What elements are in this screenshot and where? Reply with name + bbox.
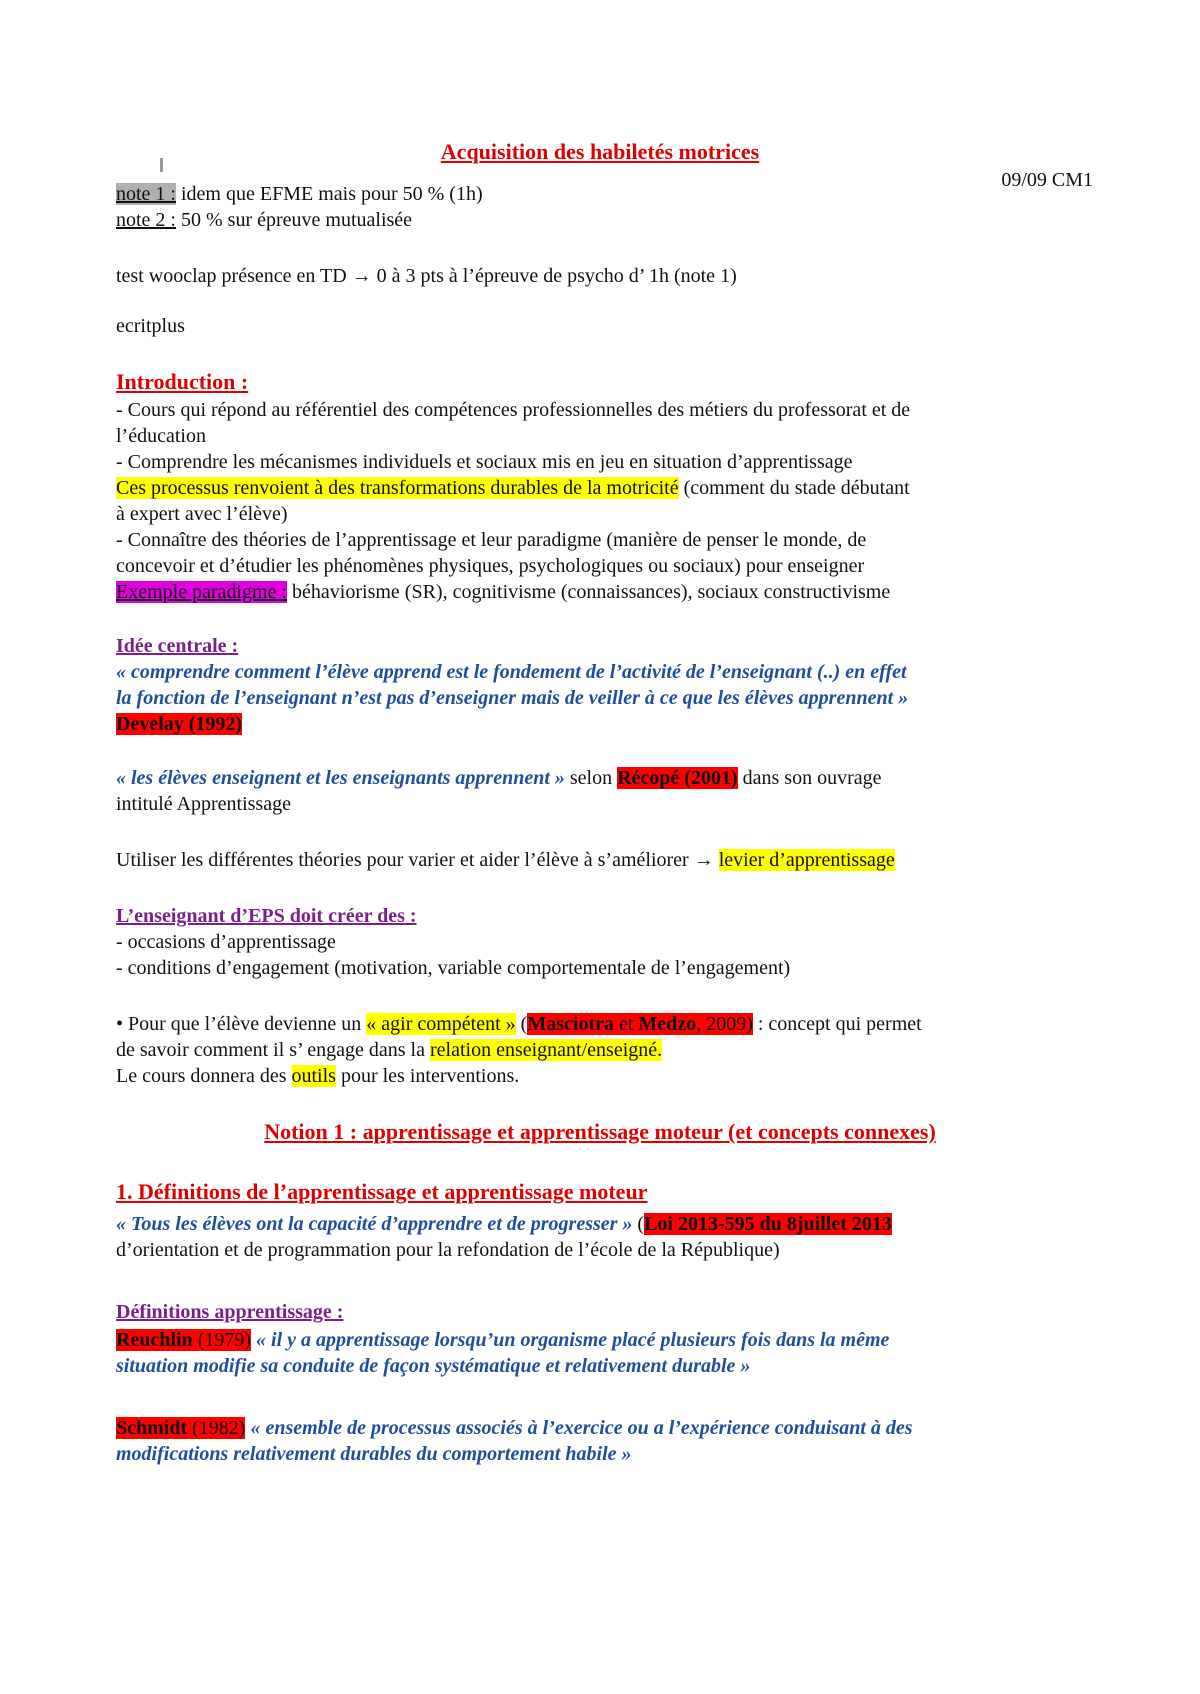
agir-b-pre: de savoir comment il s’ engage dans la [116, 1039, 430, 1061]
note-2 [116, 206, 412, 234]
reuchlin-quote-b: situation modifie sa conduite de façon systématique et relativement durable » [116, 1355, 751, 1377]
recope-selon: selon [564, 767, 618, 789]
schmidt-year: (1982) [187, 1417, 246, 1439]
agir-b-highlight: relation enseignant/enseigné. [429, 1039, 663, 1061]
edit-marker [160, 158, 163, 172]
schmidt-quote-a: « ensemble de processus associés à l’exercice ou a l’expérience conduisant à des [245, 1417, 913, 1439]
intro-line-4a: - Connaître des théories de l’apprentissage et leur paradigme (manière de penser le monde, de [116, 529, 867, 551]
reuchlin-line [116, 1326, 889, 1354]
defs-heading: Définitions apprentissage : [116, 1301, 344, 1323]
intro-line-3 [116, 474, 910, 502]
eps-item-2: - conditions d’engagement (motivation, variable comportementale de l’engagement) [116, 957, 791, 979]
idee-quote-b: la fonction de l’enseignant n’est pas d’enseigner mais de veiller à ce que les élèves apprennent » [116, 687, 909, 709]
idee-ref [116, 710, 242, 738]
definitions-heading: 1. Définitions de l’apprentissage et apprentissage moteur [116, 1179, 648, 1204]
document-title: Acquisition des habiletés motrices [440, 139, 760, 164]
recope-ref: Récopé (2001) [617, 767, 738, 789]
agir-rest: : concept qui permet [752, 1013, 922, 1035]
schmidt-quote-b: modifications relativement durables du comportement habile » [116, 1443, 632, 1465]
loi-quote: « Tous les élèves ont la capacité d’apprendre et de progresser » [116, 1213, 633, 1235]
agir-ref [527, 1013, 753, 1035]
agir-ref-author-1: Masciotra [527, 1013, 614, 1035]
loi-line-b: d’orientation et de programmation pour la refondation de l’école de la République) [116, 1239, 780, 1261]
note-1 [116, 180, 483, 208]
schmidt-ref [116, 1417, 245, 1439]
agir-pre: • Pour que l’élève devienne un [116, 1013, 367, 1035]
outils-pre: Le cours donnera des [116, 1065, 292, 1087]
levier-text: Utiliser les différentes théories pour varier et aider l’élève à s’améliorer → [116, 849, 719, 871]
intro-line-5 [116, 578, 890, 606]
outils-highlight: outils [291, 1065, 336, 1087]
intro-line-1b: l’éducation [116, 425, 206, 447]
recope-rest: dans son ouvrage [737, 767, 882, 789]
eps-item-1: - occasions d’apprentissage [116, 931, 336, 953]
outils-rest: pour les interventions. [335, 1065, 520, 1087]
intro-5-rest: béhaviorisme (SR), cognitivisme (connaissances), sociaux constructivisme [287, 581, 891, 603]
agir-ref-author-2: Medzo [638, 1013, 697, 1035]
intro-3-rest: (comment du stade débutant [678, 477, 910, 499]
agir-ref-et: et [613, 1013, 639, 1035]
idee-heading: Idée centrale : [116, 635, 239, 657]
levier-line [116, 846, 895, 874]
loi-paren: ( [632, 1213, 645, 1235]
document-date: 09/09 CM1 [1001, 169, 1093, 191]
levier-highlight: levier d’apprentissage [718, 849, 895, 871]
recope-line-b: intitulé Apprentissage [116, 793, 291, 815]
recope-line [116, 764, 882, 792]
intro-3-highlight: Ces processus renvoient à des transformations durables de la motricité [116, 477, 679, 499]
agir-highlight: « agir compétent » [366, 1013, 516, 1035]
notion-heading: Notion 1 : apprentissage et apprentissage moteur (et concepts connexes) [264, 1119, 936, 1144]
wooclap-line: test wooclap présence en TD → 0 à 3 pts à l’épreuve de psycho d’ 1h (note 1) [116, 265, 737, 287]
idee-quote-a: « comprendre comment l’élève apprend est le fondement de l’activité de l’enseignant (..) en effet [116, 661, 907, 683]
intro-line-3b: à expert avec l’élève) [116, 503, 288, 525]
agir-line-b [116, 1036, 662, 1064]
agir-ref-year: , 2009) [696, 1013, 753, 1035]
intro-heading: Introduction : [116, 369, 249, 394]
reuchlin-ref [116, 1329, 251, 1351]
intro-5-highlight: Exemple paradigme : [116, 581, 288, 603]
loi-ref: Loi 2013-595 du 8juillet 2013 [644, 1213, 892, 1235]
intro-line-2: - Comprendre les mécanismes individuels et sociaux mis en jeu en situation d’apprentissage [116, 451, 853, 473]
intro-line-4b: concevoir et d’étudier les phénomènes physiques, psychologiques ou sociaux) pour enseigner [116, 555, 865, 577]
reuchlin-quote-a: « il y a apprentissage lorsqu’un organisme placé plusieurs fois dans la même [251, 1329, 890, 1351]
ecritplus-line: ecritplus [116, 315, 185, 337]
schmidt-author: Schmidt [116, 1417, 188, 1439]
agir-space: ( [515, 1013, 528, 1035]
reuchlin-author: Reuchlin [116, 1329, 193, 1351]
eps-heading: L’enseignant d’EPS doit créer des : [116, 905, 417, 927]
recope-quote: « les élèves enseignent et les enseignants apprennent » [116, 767, 565, 789]
note-2-text: 50 % sur épreuve mutualisée [176, 209, 413, 231]
loi-line [116, 1210, 892, 1238]
reuchlin-year: (1979) [192, 1329, 252, 1351]
note-1-label: note 1 : [116, 183, 176, 205]
idee-ref-highlight: Develay (1992) [116, 713, 243, 735]
outils-line [116, 1062, 519, 1090]
note-1-text: idem que EFME mais pour 50 % (1h) [176, 183, 483, 205]
intro-line-1a: - Cours qui répond au référentiel des compétences professionnelles des métiers du professorat et de [116, 399, 911, 421]
schmidt-line [116, 1414, 913, 1442]
note-2-label: note 2 : [116, 209, 176, 231]
agir-line [116, 1010, 922, 1038]
